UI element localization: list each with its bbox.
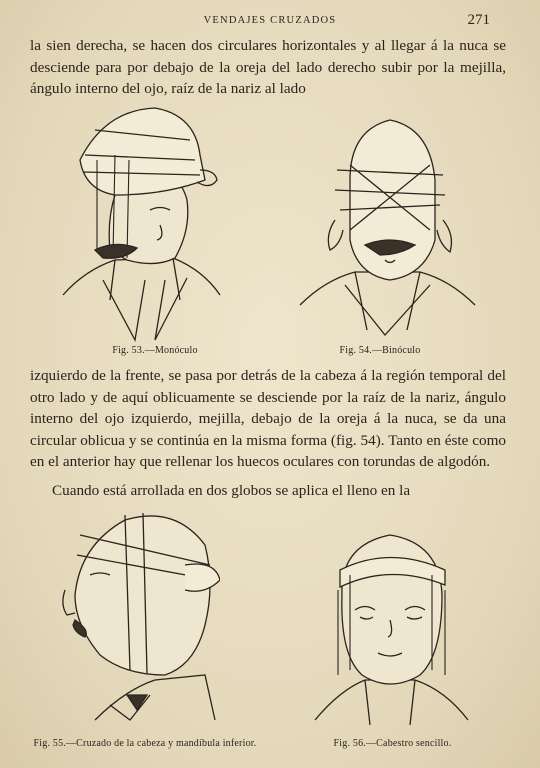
- figure-56-caption: Fig. 56.—Cabestro sencillo.: [333, 738, 452, 749]
- figure-55-illustration: [55, 505, 220, 730]
- paragraph-1: la sien derecha, se hacen dos circulares horizontales y al llegar á la nuca se desciende para por debajo de la oreja del lado derecho subir por la mejilla, ángulo interno del ojo, raíz de la nariz al lado: [30, 37, 506, 97]
- paragraph-2: izquierdo de la frente, se pasa por detrás de la cabeza á la región temporal del otro lado y de aquí oblicuamente se desciende por la raíz de la nariz, ángulo interno del ojo izquierdo, mejilla, debajo de la oreja á la nuca, se da una circular oblicua y se continúa en la misma forma (fig. 54). Tanto en éste como en el anterior hay que rellenar los huecos oculares con torundas de algodón.: [30, 367, 506, 470]
- figure-54-illustration: [295, 110, 480, 345]
- figure-53-caption: Fig. 53.—Monóculo: [112, 345, 198, 356]
- paragraph-3: Cuando está arrollada en dos globos se aplica el lleno en la: [52, 482, 411, 499]
- figure-55-caption: Fig. 55.—Cruzado de la cabeza y mandíbula inferior.: [33, 738, 257, 749]
- running-title: VENDAJES CRUZADOS: [203, 15, 337, 26]
- figure-53-illustration: [55, 100, 230, 345]
- figure-54-caption: Fig. 54.—Binóculo: [339, 345, 421, 356]
- figure-56-illustration: [310, 525, 470, 730]
- page-number: 271: [467, 12, 490, 28]
